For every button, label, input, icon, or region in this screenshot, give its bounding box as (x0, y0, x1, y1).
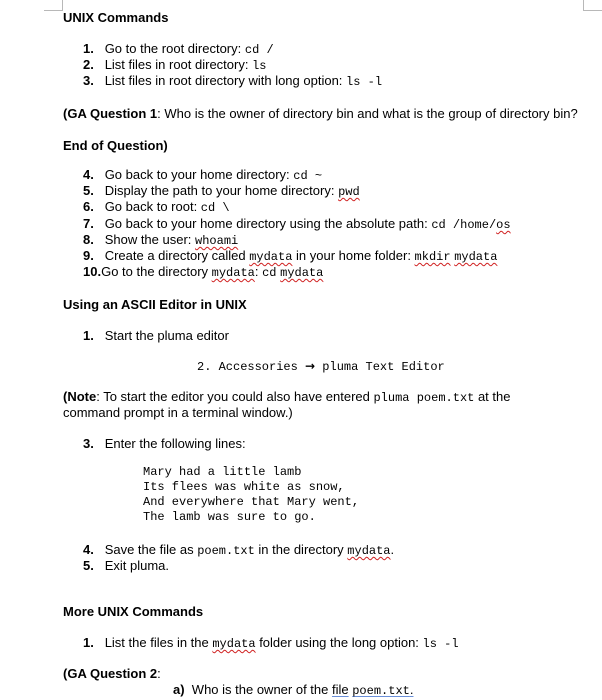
list-number: 7. (83, 216, 94, 231)
list-text: List the files in the (104, 635, 213, 650)
command-code: mkdir (414, 250, 451, 264)
list-text: : (254, 264, 263, 279)
list-item (83, 328, 229, 344)
list-number: 5. (83, 183, 94, 198)
command-code: pluma (373, 391, 410, 405)
list-number: 1. (83, 328, 94, 343)
list-number: 8. (83, 232, 94, 247)
list-text: Go back to root: (104, 199, 201, 214)
folder-name: mydata (347, 544, 391, 558)
list-text: Enter the following lines: (104, 436, 246, 451)
list-text: Start the pluma editor (104, 328, 229, 343)
list-text: in your home folder: (292, 248, 415, 263)
file-word: file (331, 682, 349, 697)
ga-question-colon: : (157, 106, 161, 121)
list-number: 1. (83, 41, 94, 56)
ga-question-label: (GA Question 1 (63, 106, 158, 121)
menu-path-step: 2. Accessories (197, 360, 298, 374)
ga-question-end: End of Question) (63, 138, 168, 153)
list-item (83, 635, 459, 652)
file-name: poem.txt (352, 684, 410, 698)
menu-path-target: pluma Text Editor (322, 360, 445, 374)
list-item (83, 264, 323, 281)
note-line-1 (63, 389, 581, 406)
command-code: cd ~ (293, 169, 323, 183)
list-text: List files in root directory: (104, 57, 253, 72)
page-corner-mark-left (44, 0, 63, 11)
section-heading-more-unix: More UNIX Commands (63, 604, 204, 619)
command-code: ls -l (346, 75, 383, 89)
list-text: Go back to your home directory using the absolute path: (104, 216, 432, 231)
list-text: folder using the long option: (255, 635, 423, 650)
ga-question-label: (GA Question 2 (63, 666, 158, 681)
list-item (83, 41, 274, 58)
ga-question-colon: : (157, 666, 161, 681)
list-number: 1. (83, 635, 94, 650)
command-argument: mydata (280, 266, 324, 280)
folder-name: mydata (249, 250, 293, 264)
list-text: Go to the root directory: (104, 41, 245, 56)
list-text: Save the file as (104, 542, 198, 557)
page-corner-mark-right (583, 0, 602, 11)
command-code: cd / (244, 43, 274, 57)
list-text: Go to the directory (101, 264, 212, 279)
note-line-2: command prompt in a terminal window.) (63, 405, 293, 420)
list-number: 3. (83, 436, 94, 451)
list-text: Go back to your home directory: (104, 167, 294, 182)
command-code: pwd (338, 185, 360, 199)
list-item (83, 248, 497, 265)
poem-line: The lamb was sure to go. (143, 510, 316, 524)
list-number: 3. (83, 73, 94, 88)
question-text: . (409, 682, 414, 697)
list-item (83, 558, 169, 574)
arrow-right-icon: → (305, 359, 316, 373)
poem-block (143, 465, 359, 525)
list-item (83, 73, 382, 90)
ga-question-2a (173, 682, 413, 699)
list-text: in the directory (254, 542, 348, 557)
list-text: Create a directory called (104, 248, 250, 263)
command-code: cd (262, 266, 277, 280)
sub-item-letter: a) (173, 682, 185, 697)
section-heading-unix: UNIX Commands (63, 10, 169, 25)
command-code-os: os (496, 218, 511, 232)
note-text: at the (474, 389, 511, 404)
list-number: 6. (83, 199, 94, 214)
command-code: ls -l (422, 637, 459, 651)
list-number: 5. (83, 558, 94, 573)
command-code: ls (252, 59, 267, 73)
list-text: Show the user: (104, 232, 196, 247)
list-item (83, 232, 238, 249)
poem-line: Mary had a little lamb (143, 465, 302, 479)
file-name: poem.txt (197, 544, 255, 558)
list-item (83, 183, 360, 200)
list-number: 4. (83, 167, 94, 182)
list-text: List files in root directory with long option: (104, 73, 347, 88)
list-item (83, 216, 511, 233)
list-item (83, 542, 394, 559)
list-text: Exit pluma. (104, 558, 169, 573)
ga-question-2 (63, 666, 161, 682)
note-text: : To start the editor you could also have entered (96, 389, 374, 404)
list-text: Display the path to your home directory: (104, 183, 339, 198)
file-name: poem.txt (416, 391, 475, 405)
command-argument: mydata (454, 250, 498, 264)
section-heading-ascii-editor: Using an ASCII Editor in UNIX (63, 297, 247, 312)
folder-name: mydata (212, 637, 256, 651)
list-number: 2. (83, 57, 94, 72)
note-label: (Note (63, 389, 97, 404)
poem-line: And everywhere that Mary went, (143, 495, 360, 509)
command-code: whoami (195, 234, 239, 248)
question-text: Who is the owner of the (191, 682, 332, 697)
list-item (83, 57, 266, 74)
command-code: cd \ (200, 201, 230, 215)
command-code: cd /home/ (431, 218, 497, 232)
list-item (83, 199, 230, 216)
list-number: 4. (83, 542, 94, 557)
poem-line: Its flees was white as snow, (143, 480, 345, 494)
ga-question-text: Who is the owner of directory bin and what is the group of directory bin? (160, 106, 578, 121)
list-item (83, 167, 322, 184)
list-text: . (390, 542, 395, 557)
list-number: 10. (83, 264, 102, 279)
list-item (83, 436, 246, 452)
menu-path (197, 358, 445, 375)
ga-question-1 (63, 106, 581, 122)
list-number: 9. (83, 248, 94, 263)
folder-name: mydata (211, 266, 255, 280)
